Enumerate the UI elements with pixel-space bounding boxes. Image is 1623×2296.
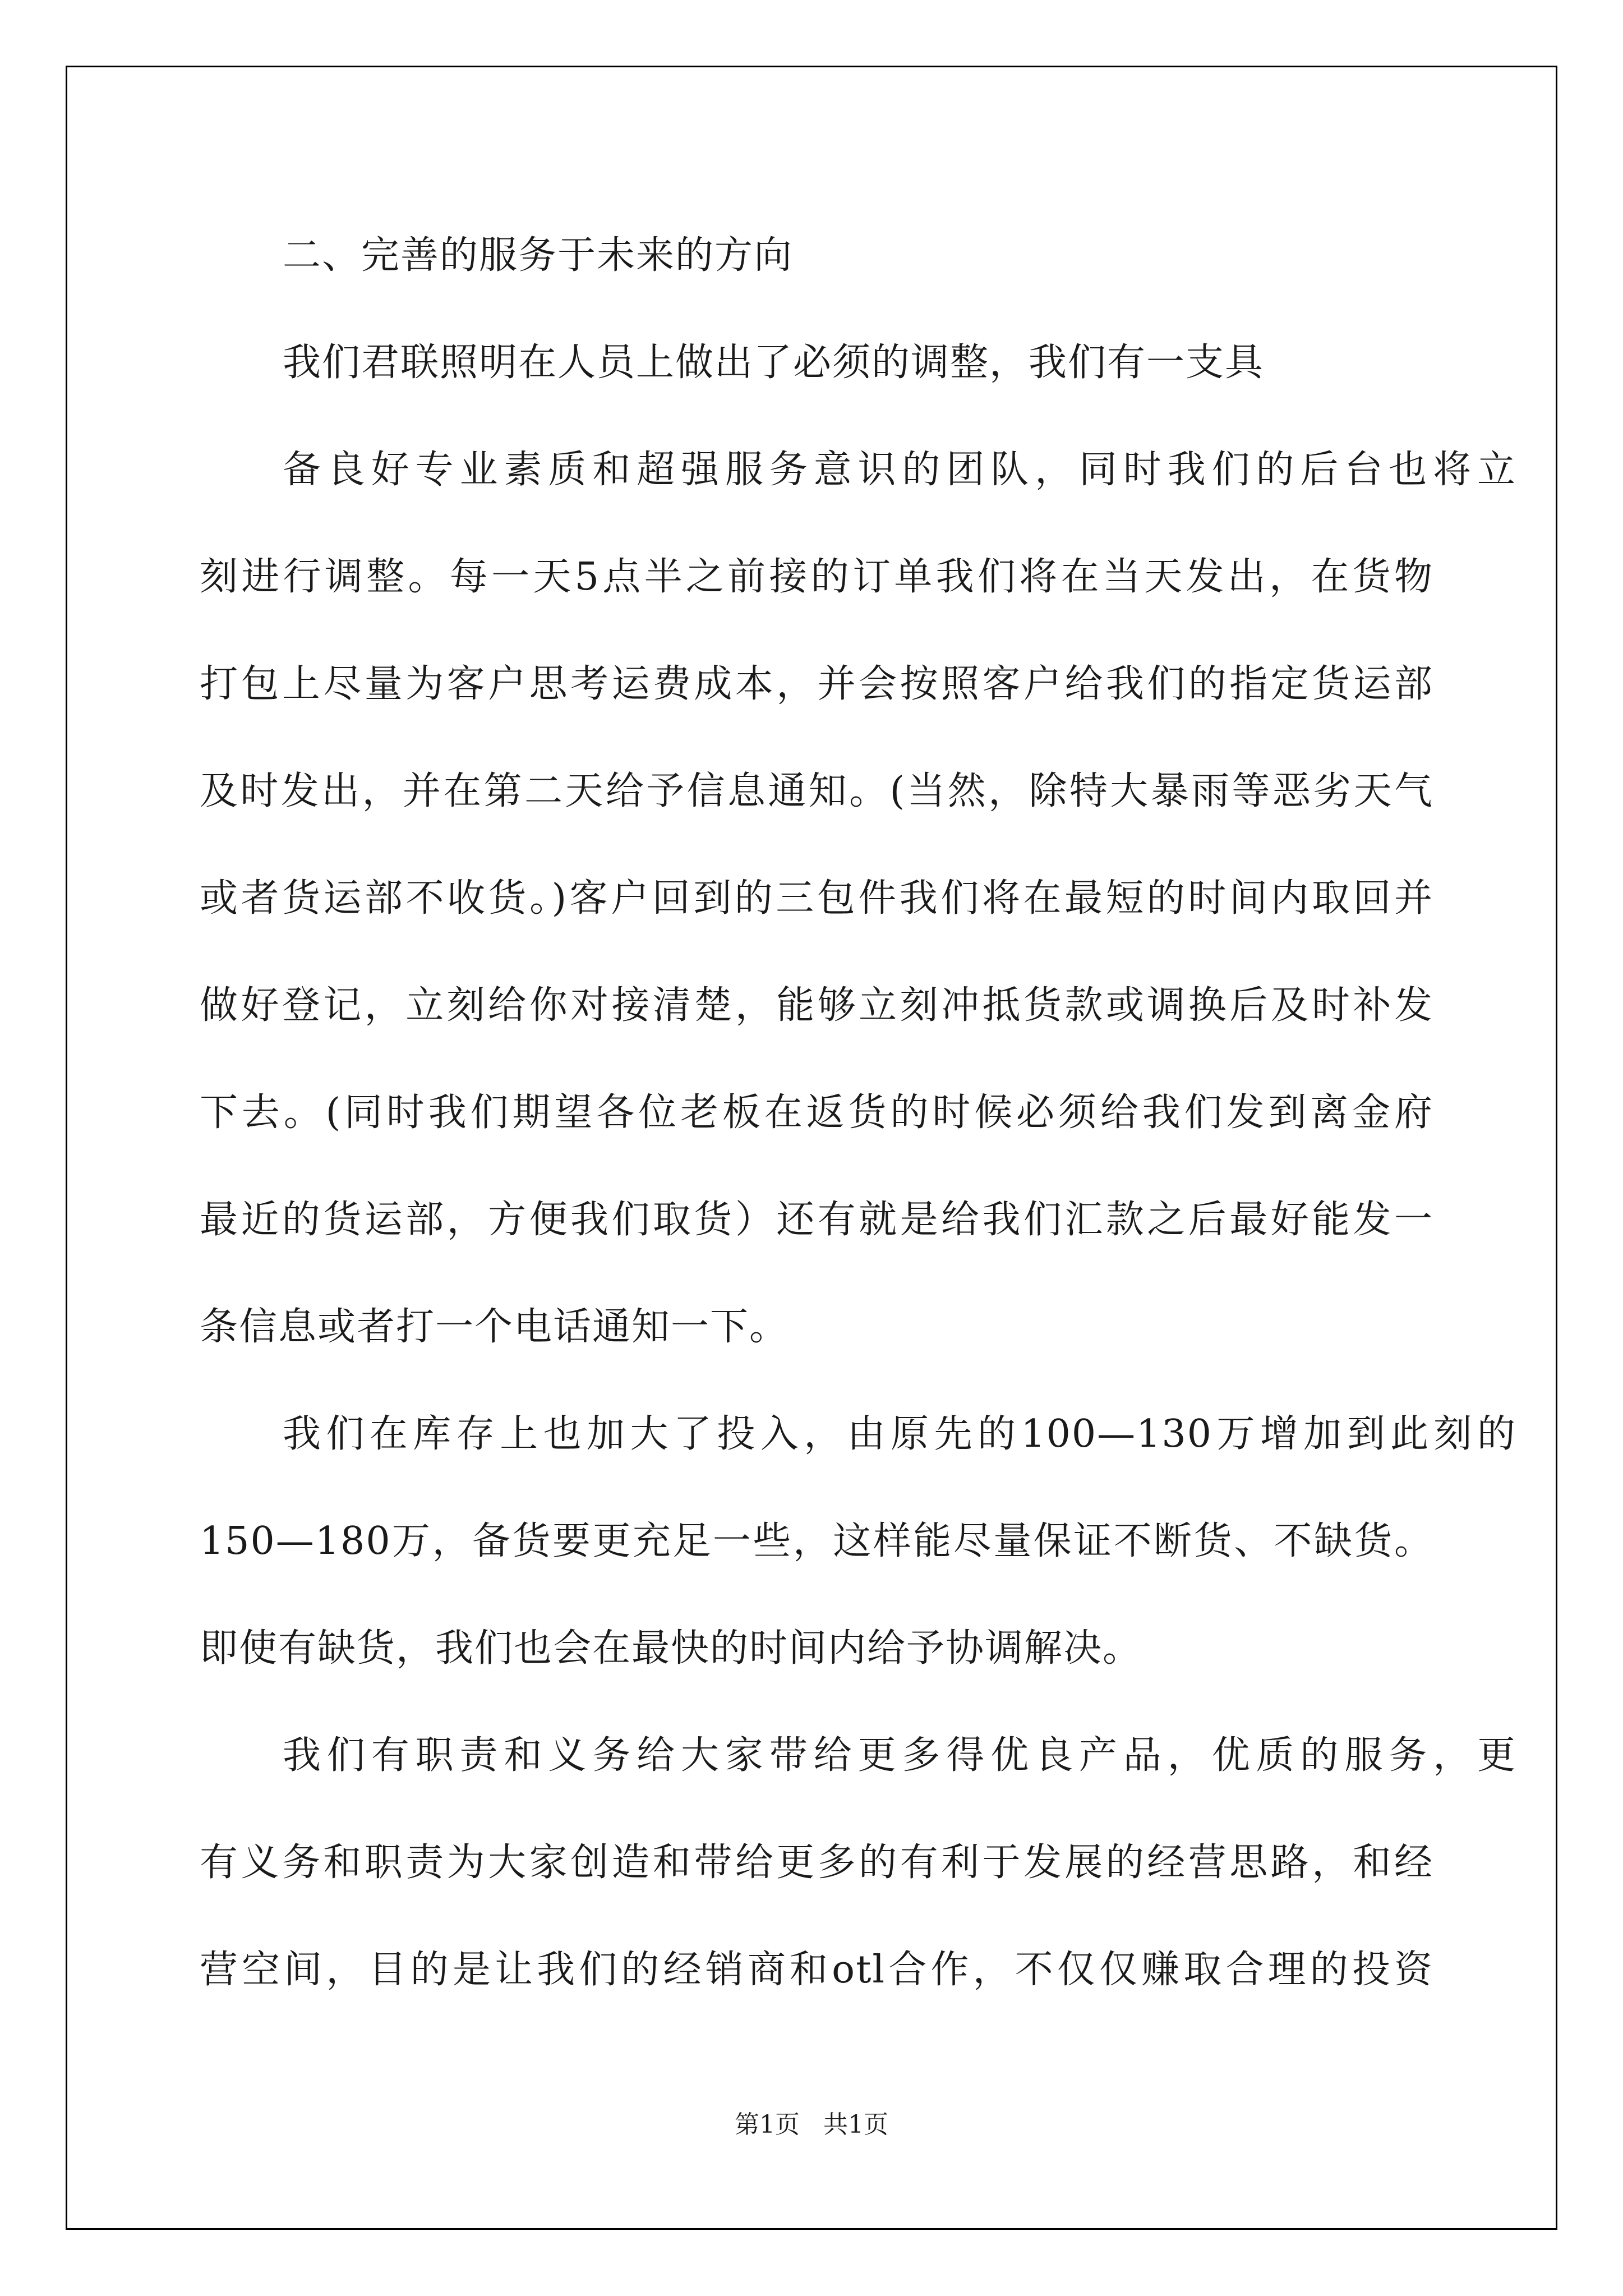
paragraph-line: 有义务和职责为大家创造和带给更多的有利于发展的经营思路，和经 [200,1841,1433,1885]
paragraph-line: 刻进行调整。每一天5点半之前接的订单我们将在当天发出，在货物 [200,555,1433,599]
paragraph-line: 最近的货运部，方便我们取货）还有就是给我们汇款之后最好能发一 [200,1198,1433,1242]
paragraph-line: 或者货运部不收货。)客户回到的三包件我们将在最短的时间内取回并 [200,876,1433,921]
paragraph-line: 打包上尽量为客户思考运费成本，并会按照客户给我们的指定货运部 [200,662,1433,706]
page-total: 共1页 [823,2110,888,2139]
paragraph-line: 及时发出，并在第二天给予信息通知。(当然，除特大暴雨等恶劣天气 [200,769,1433,813]
paragraph-line: 我们有职责和义务给大家带给更多得优良产品，优质的服务，更 [283,1733,1516,1778]
paragraph-line: 即使有缺货，我们也会在最快的时间内给予协调解决。 [200,1626,1142,1671]
paragraph-line: 条信息或者打一个电话通知一下。 [200,1305,789,1349]
paragraph-line: 我们在库存上也加大了投入，由原先的100—130万增加到此刻的 [283,1412,1516,1456]
paragraph-line: 我们君联照明在人员上做出了必须的调整，我们有一支具 [283,341,1265,385]
paragraph-line: 下去。(同时我们期望各位老板在返货的时候必须给我们发到离金府 [200,1091,1433,1135]
paragraph-line: 备良好专业素质和超强服务意识的团队，同时我们的后台也将立 [283,448,1516,492]
page-footer [0,2108,1623,2142]
page-number: 第1页 [735,2110,800,2139]
paragraph-line: 做好登记，立刻给你对接清楚，能够立刻冲抵货款或调换后及时补发 [200,983,1433,1028]
paragraph-line: 150—180万，备货要更充足一些，这样能尽量保证不断货、不缺货。 [200,1519,1433,1563]
document-body [200,202,1516,2023]
section-heading: 二、完善的服务于未来的方向 [283,233,794,278]
paragraph-line: 营空间，目的是让我们的经销商和otl合作，不仅仅赚取合理的投资 [200,1948,1433,1992]
